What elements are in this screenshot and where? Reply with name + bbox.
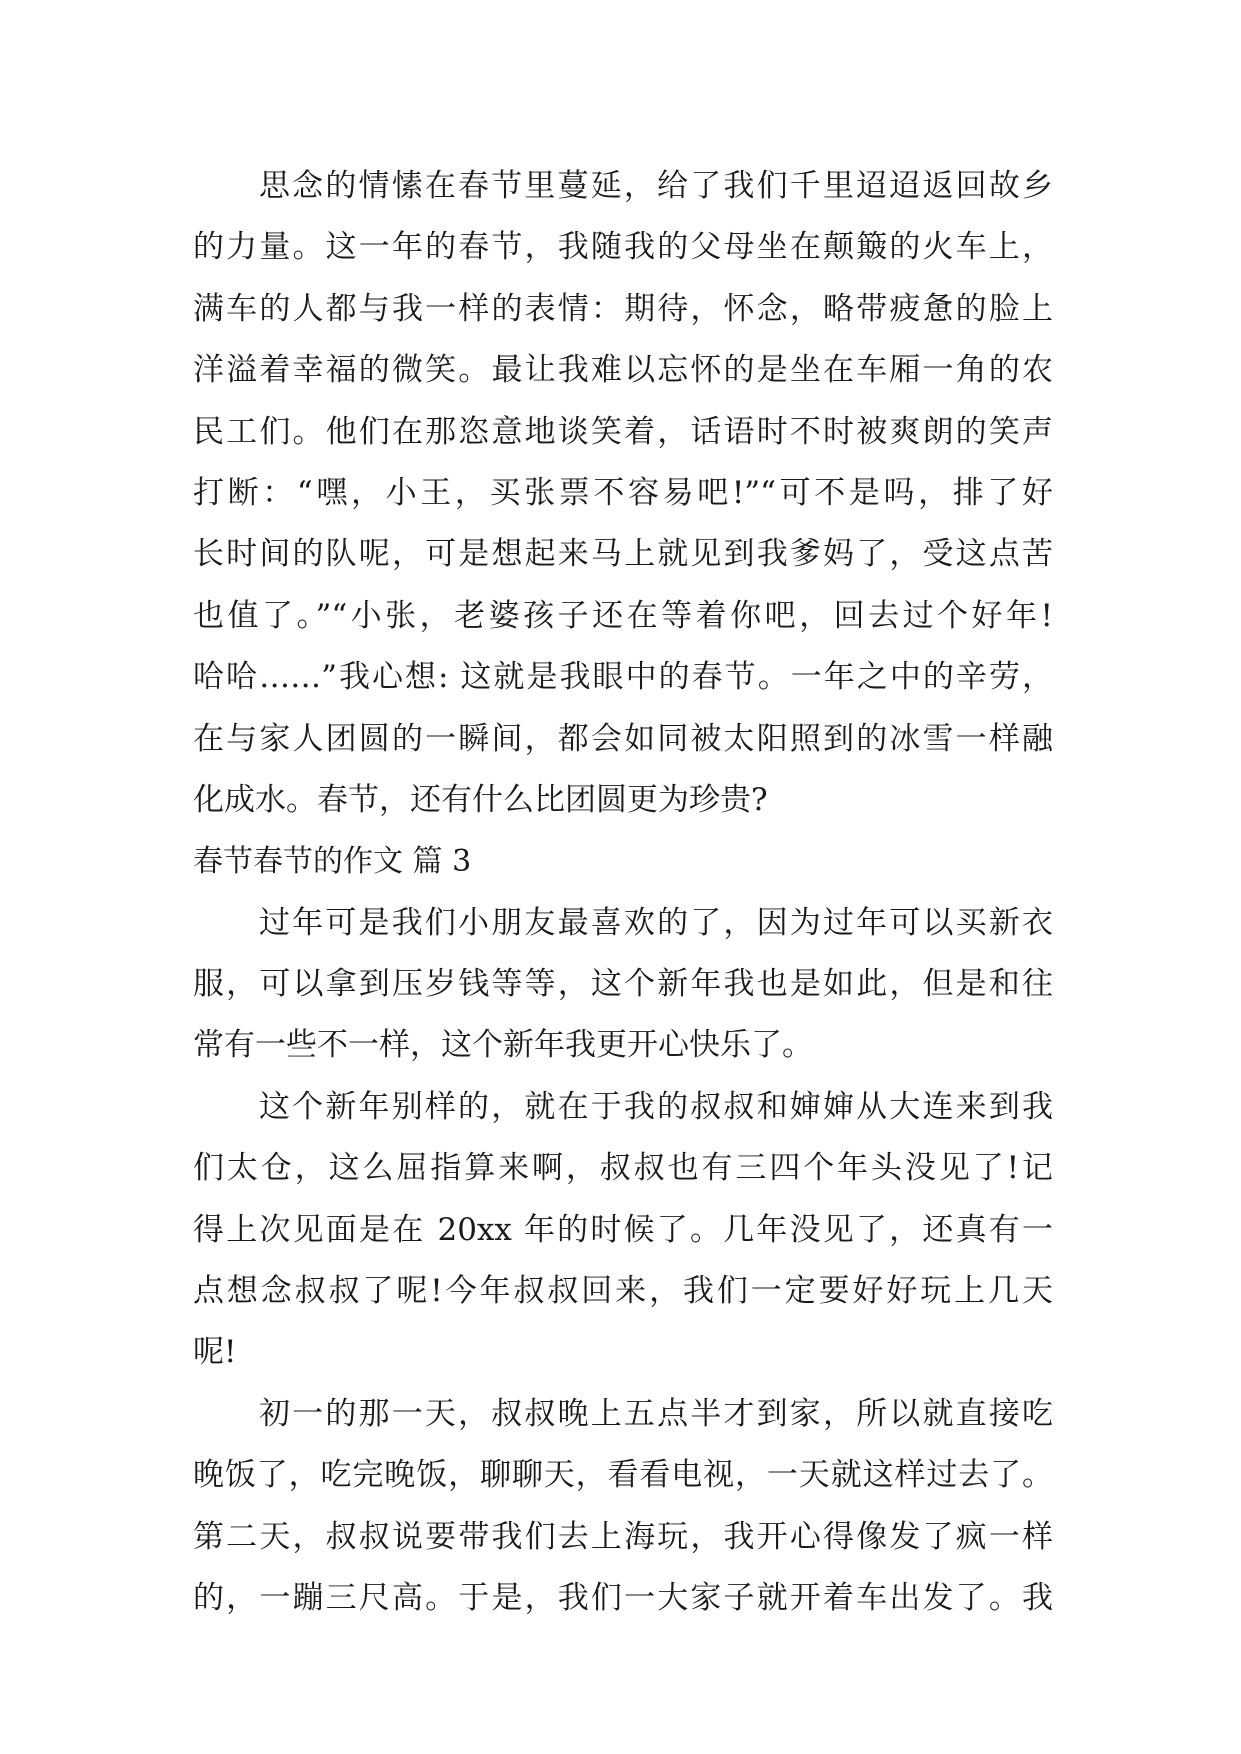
- text-line: 思念的情愫在春节里蔓延，给了我们千里迢迢返回故乡: [259, 168, 1053, 204]
- paragraph: [193, 1077, 1053, 1384]
- text-line: 长时间的队呢，可是想起来马上就见到我爹妈了，受这点苦: [193, 536, 1053, 573]
- paragraph: [193, 156, 1053, 831]
- text-line: 常有一些不一样，这个新年我更开心快乐了。: [193, 1027, 813, 1064]
- text-line: 的力量。这一年的春节，我随我的父母坐在颠簸的火车上，: [193, 229, 1053, 266]
- text-line: 点想念叔叔了呢!今年叔叔回来，我们一定要好好玩上几天: [193, 1273, 1053, 1310]
- document-body: [193, 156, 1053, 1629]
- text-line: 化成水。春节，还有什么比团圆更为珍贵?: [193, 781, 768, 818]
- text-line: 晚饭了，吃完晚饭，聊聊天，看看电视，一天就这样过去了。: [193, 1457, 1053, 1494]
- text-line: 哈哈……”我心想: 这就是我眼中的春节。一年之中的辛劳，: [193, 659, 1053, 696]
- text-line: 们太仓，这么屈指算来啊，叔叔也有三四个年头没见了!记: [193, 1150, 1053, 1187]
- text-line: 得上次见面是在 20xx 年的时候了。几年没见了，还真有一: [193, 1211, 1053, 1248]
- text-line: 服，可以拿到压岁钱等等，这个新年我也是如此，但是和往: [193, 966, 1053, 1003]
- text-line: 民工们。他们在那恣意地谈笑着，话语时不时被爽朗的笑声: [193, 413, 1053, 450]
- text-line: 的，一蹦三尺高。于是，我们一大家子就开着车出发了。我: [193, 1579, 1053, 1616]
- text-line: 过年可是我们小朋友最喜欢的了，因为过年可以买新衣: [259, 904, 1053, 941]
- text-line: 这个新年别样的，就在于我的叔叔和婶婶从大连来到我: [259, 1088, 1053, 1125]
- text-line: 也值了。”“小张，老婆孩子还在等着你吧，回去过个好年!: [193, 597, 1053, 634]
- heading-text: 春节春节的作文 篇 3: [193, 844, 472, 880]
- section-heading: [193, 831, 1053, 892]
- paragraph: [193, 1384, 1053, 1630]
- text-line: 呢!: [193, 1334, 237, 1371]
- text-line: 打断：“嘿，小王，买张票不容易吧!”“可不是吗，排了好: [193, 474, 1053, 511]
- text-line: 在与家人团圆的一瞬间，都会如同被太阳照到的冰雪一样融: [193, 720, 1053, 757]
- text-line: 满车的人都与我一样的表情：期待，怀念，略带疲惫的脸上: [193, 290, 1053, 327]
- paragraph: [193, 893, 1053, 1077]
- text-line: 洋溢着幸福的微笑。最让我难以忘怀的是坐在车厢一角的农: [193, 352, 1053, 389]
- text-line: 第二天，叔叔说要带我们去上海玩，我开心得像发了疯一样: [193, 1518, 1053, 1555]
- text-line: 初一的那一天，叔叔晚上五点半才到家，所以就直接吃: [259, 1395, 1053, 1432]
